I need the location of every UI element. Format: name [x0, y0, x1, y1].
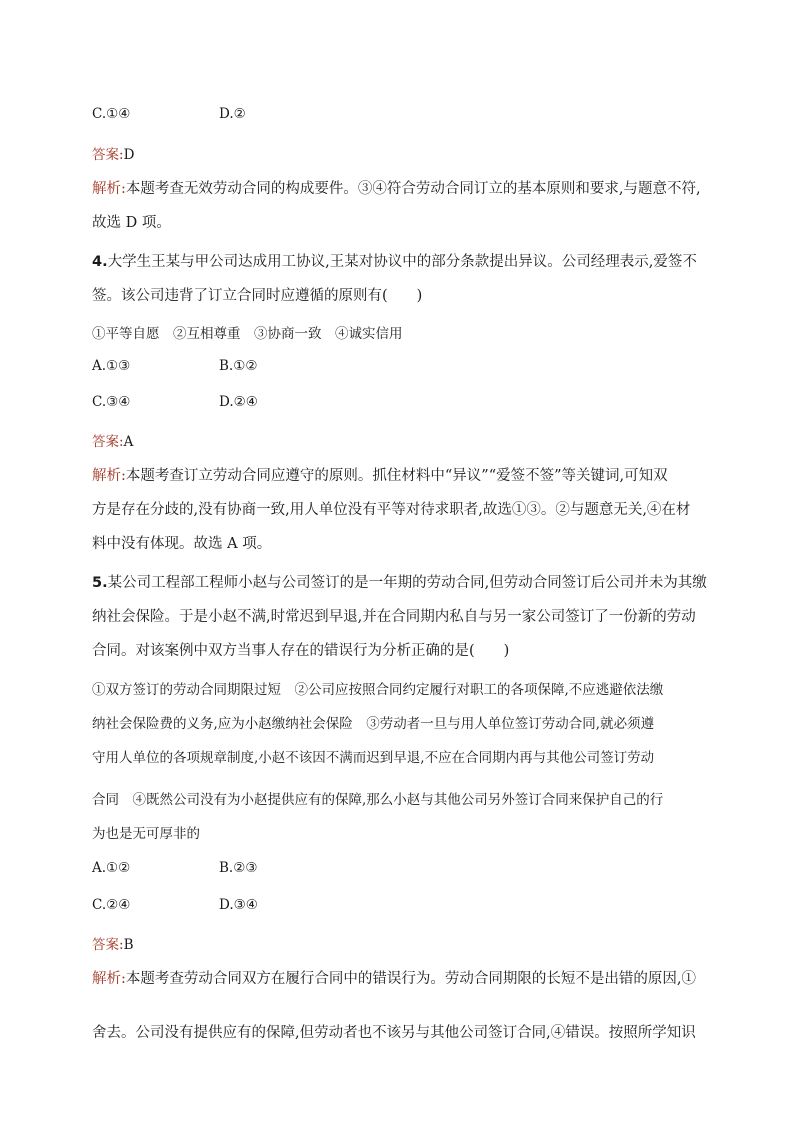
q5-statements-line-4: 合同 ④既然公司没有为小赵提供应有的保障,那么小赵与其他公司另外签订合同来保护自己的行 [92, 792, 664, 808]
option-d: D.② [219, 106, 246, 122]
q3-analysis-line-2: 故选 D 项。 [92, 215, 171, 231]
q4-analysis-line-2: 方是存在分歧的,没有协商一致,用人单位没有平等对待求职者,故选①③。②与题意无关,④在材 [92, 502, 691, 518]
option-c: C.①④ [92, 106, 131, 122]
q4-statements: ①平等自愿 ②互相尊重 ③协商一致 ④诚实信用 [92, 326, 403, 342]
analysis-label: 解析: [92, 181, 126, 197]
q4-answer [92, 430, 133, 450]
option-c: C.②④ [92, 897, 131, 913]
q5-answer [92, 933, 133, 953]
answer-label: 答案: [92, 147, 124, 163]
option-a: A.①③ [92, 358, 131, 374]
q3-analysis-line-1: 解析:本题考查无效劳动合同的构成要件。③④符合劳动合同订立的基本原则和要求,与题意不符, [92, 181, 701, 197]
answer-value: A [123, 434, 134, 450]
q5-stem-line-3: 合同。对该案例中双方当事人存在的错误行为分析正确的是( ) [92, 643, 510, 659]
question-number: 4. [92, 254, 108, 270]
q5-statements-line-3: 守用人单位的各项规章制度,小赵不该因不满而迟到早退,不应在合同期内再与其他公司签订劳动 [92, 750, 655, 766]
answer-value: B [123, 937, 134, 953]
option-b: B.②③ [219, 860, 258, 876]
q4-analysis-line-1: 解析:本题考查订立劳动合同应遵守的原则。抓住材料中“异议”“爱签不签”等关键词,可知双 [92, 468, 668, 484]
option-d: D.②④ [219, 394, 258, 410]
q3-answer [92, 143, 134, 163]
q5-stem-line-2: 纳社会保险。于是小赵不满,时常迟到早退,并在合同期内私自与另一家公司签订了一份新的劳动 [92, 609, 696, 625]
q4-analysis-line-3: 料中没有体现。故选 A 项。 [92, 536, 272, 552]
option-c: C.③④ [92, 394, 131, 410]
option-a: A.①② [92, 860, 131, 876]
q5-statements-line-5: 为也是无可厚非的 [92, 826, 200, 842]
question-number: 5. [92, 575, 108, 591]
q5-analysis-line-2: 舍去。公司没有提供应有的保障,但劳动者也不该另与其他公司签订合同,④错误。按照所学知识 [92, 1025, 696, 1041]
answer-label: 答案: [92, 434, 124, 450]
analysis-label: 解析: [92, 971, 126, 987]
q5-statements-line-1: ①双方签订的劳动合同期限过短 ②公司应按照合同约定履行对职工的各项保障,不应逃避依法缴 [92, 682, 664, 698]
analysis-label: 解析: [92, 468, 126, 484]
q5-statements-line-2: 纳社会保险费的义务,应为小赵缴纳社会保险 ③劳动者一旦与用人单位签订劳动合同,就必须遵 [92, 716, 655, 732]
option-d: D.③④ [219, 897, 258, 913]
q4-stem-line-1: 4.大学生王某与甲公司达成用工协议,王某对协议中的部分条款提出异议。公司经理表示,爱签不 [92, 254, 697, 270]
q5-analysis-line-1: 解析:本题考查劳动合同双方在履行合同中的错误行为。劳动合同期限的长短不是出错的原因,① [92, 971, 696, 987]
answer-label: 答案: [92, 937, 124, 953]
q4-stem-line-2: 签。该公司违背了订立合同时应遵循的原则有( ) [92, 288, 423, 304]
option-b: B.①② [219, 358, 258, 374]
answer-value: D [123, 147, 135, 163]
q5-stem-line-1: 5.某公司工程部工程师小赵与公司签订的是一年期的劳动合同,但劳动合同签订后公司并未为其缴 [92, 575, 707, 591]
